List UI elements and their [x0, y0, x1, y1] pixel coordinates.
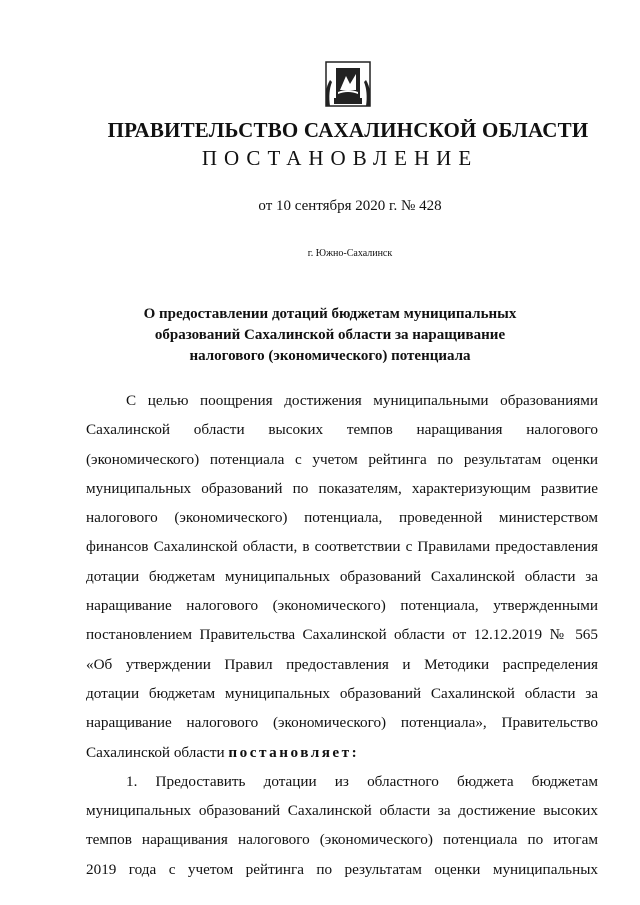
document-city: г. Южно-Сахалинск	[307, 248, 393, 259]
resolution-prefix: Сахалинской области	[86, 743, 229, 761]
resolution-line	[86, 738, 598, 767]
body-line: налогового (экономического) потенциала, проведенной министерством	[86, 509, 598, 527]
subject-line: О предоставлении дотаций бюджетам муниципальных	[143, 306, 517, 322]
document-subject	[140, 304, 520, 367]
body-line: Сахалинской области высоких темпов наращивания налогового	[86, 421, 598, 439]
body-line: С целью поощрения достижения муниципальными образованиями	[126, 392, 598, 409]
body-line: финансов Сахалинской области, в соответствии с Правилами предоставления	[86, 538, 598, 556]
item-1-line: темпов наращивания налогового (экономического) потенциала по итогам	[86, 831, 598, 849]
subject-line: налогового (экономического) потенциала	[189, 348, 471, 364]
body-line: (экономического) потенциала с учетом рейтинга по результатам оценки	[86, 450, 598, 468]
body-line: постановлением Правительства Сахалинской области от 12.12.2019 № 565	[86, 626, 598, 644]
subject-line: образований Сахалинской области за наращивание	[154, 327, 506, 343]
item-1-line: 2019 года с учетом рейтинга по результатам оценки муниципальных	[86, 860, 598, 878]
body-line: «Об утверждении Правил предоставления и Методики распределения	[86, 655, 598, 673]
document-body	[86, 386, 598, 884]
document-date-number: от 10 сентября 2020 г. № 428	[258, 198, 442, 214]
item-1-line: 1. Предоставить дотации из областного бюджета бюджетам	[126, 772, 598, 790]
government-title: ПРАВИТЕЛЬСТВО САХАЛИНСКОЙ ОБЛАСТИ	[107, 118, 589, 142]
body-line: муниципальных образований по показателям, характеризующим развитие	[86, 479, 598, 497]
resolution-keyword: постановляет:	[228, 743, 360, 761]
body-line: наращивание налогового (экономического) потенциала», Правительство	[86, 714, 598, 732]
body-line: наращивание налогового (экономического) потенциала, утвержденными	[86, 597, 598, 615]
body-line: дотации бюджетам муниципальных образований Сахалинской области за	[86, 684, 598, 702]
item-1-line: муниципальных образований Сахалинской области за достижение высоких	[86, 802, 598, 820]
document-type: ПОСТАНОВЛЕНИЕ	[201, 146, 479, 170]
coat-of-arms-emblem	[322, 60, 374, 112]
body-line: дотации бюджетам муниципальных образований Сахалинской области за	[86, 567, 598, 585]
